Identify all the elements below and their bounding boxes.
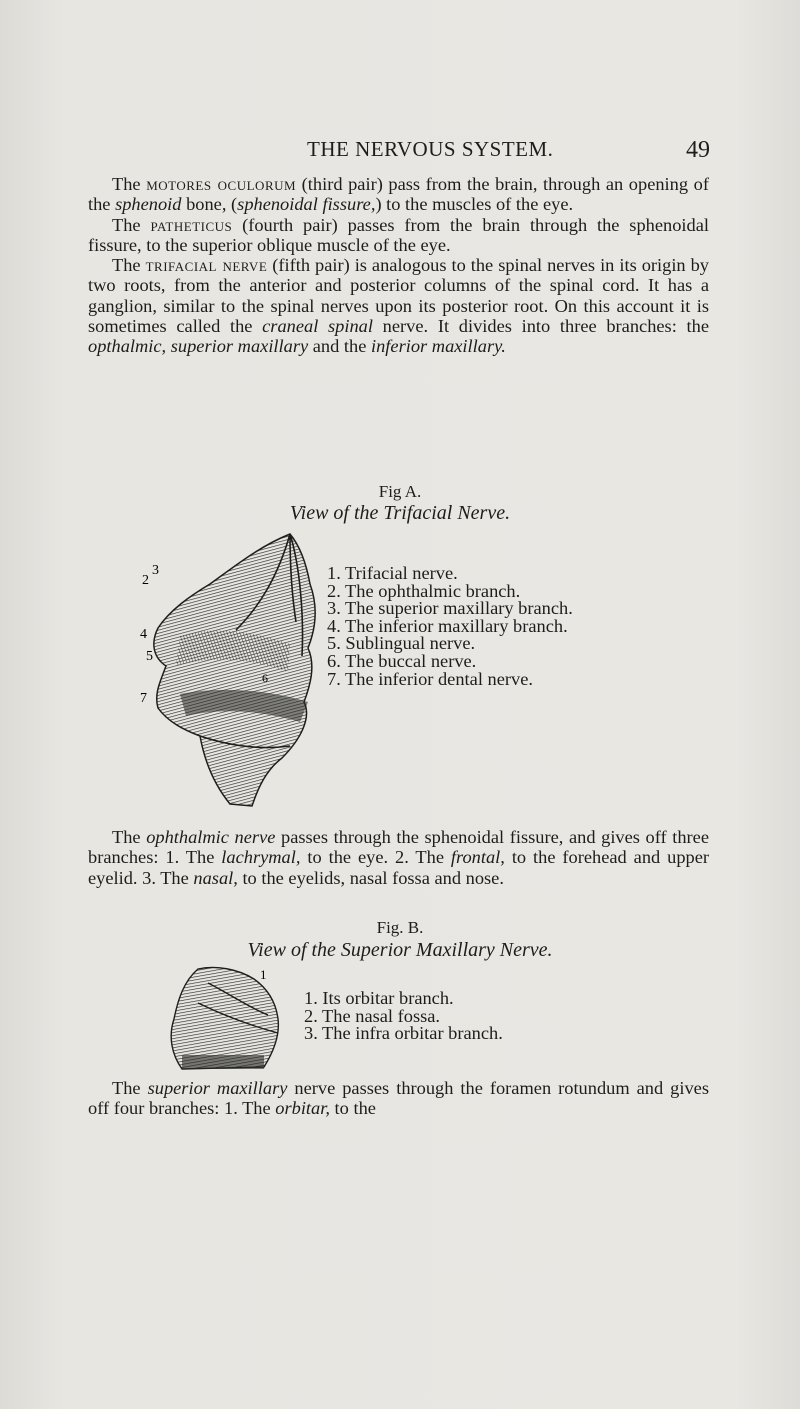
running-title: THE NERVOUS SYSTEM. — [307, 137, 554, 161]
callout-1: 1 — [260, 967, 267, 982]
text-run: The — [112, 827, 147, 847]
text-run: nerve passes through the foramen rotundum and gives off four branches: 1. The — [88, 1078, 709, 1119]
text-run: to the eye. 2. The — [300, 847, 451, 868]
callout-2: 2 — [142, 573, 149, 588]
legend-item: 1. Its orbitar branch. — [304, 988, 454, 1008]
text-run: bone, ( — [181, 194, 238, 215]
legend-item: 5. Sublingual nerve. — [327, 633, 476, 654]
paragraphs-middle — [88, 827, 709, 888]
paragraphs-bottom — [88, 1078, 709, 1119]
text-run: (fifth pair) is analogous to the spinal nerves in its origin by two roots, from the anterior and posterior columns of the spinal cord. It has a ganglion, similar to the spinal nerves upon its posterior root. On this account it is sometimes called the — [88, 255, 709, 337]
callout-3: 3 — [152, 563, 159, 578]
legend-item: 4. The inferior maxillary branch. — [327, 615, 568, 636]
text-run: The — [112, 214, 151, 235]
figure-a-legend — [327, 565, 573, 688]
term-orbitar: orbitar, — [275, 1098, 330, 1119]
legend-item: 2. The nasal fossa. — [304, 1005, 441, 1026]
text-run: ) to the muscles of the eye. — [375, 194, 574, 215]
paragraph-trifacial — [88, 255, 709, 356]
legend-item: 3. The infra orbitar branch. — [304, 1023, 503, 1044]
figure-b-label: Fig. B. — [376, 918, 424, 937]
paragraph-motores-oculorum — [88, 174, 709, 215]
text-run: (third pair) pass from the brain, through an opening of the — [88, 174, 709, 215]
term-ophthalmic-nerve: ophthalmic nerve — [146, 827, 276, 847]
callout-7: 7 — [140, 691, 147, 706]
term-sphenoidal-fissure: sphenoidal fissure, — [237, 194, 376, 215]
callout-5: 5 — [146, 649, 153, 664]
maxilla-shape — [171, 967, 278, 1069]
term-motores-oculorum: motores oculorum — [146, 174, 297, 194]
term-inferior-maxillary: inferior maxillary. — [371, 336, 506, 357]
figure-a-title: View of the Trifacial Nerve. — [289, 502, 511, 524]
page-header — [0, 137, 800, 167]
legend-item: 3. The superior maxillary branch. — [327, 598, 573, 619]
teeth-row — [182, 1055, 264, 1069]
text-run: (fourth pair) passes from the brain through the sphenoidal fissure, to the superior oblique muscle of the eye. — [88, 214, 709, 255]
text-run: to the forehead and upper eyelid. 3. The — [88, 847, 710, 888]
trifacial-nerve-engraving — [140, 526, 320, 811]
term-nasal: nasal, — [193, 867, 238, 888]
legend-item: 6. The buccal nerve. — [327, 650, 477, 671]
term-frontal: frontal, — [450, 847, 505, 868]
text-run: and the — [308, 336, 371, 357]
paragraphs-top — [88, 174, 709, 357]
legend-item: 7. The inferior dental nerve. — [327, 668, 533, 689]
term-craneal-spinal: craneal spinal — [262, 316, 373, 337]
superior-maxillary-engraving — [168, 963, 298, 1073]
term-superior-maxillary: superior maxillary — [147, 1078, 288, 1098]
paragraph-superior-maxillary — [88, 1078, 709, 1119]
paragraph-patheticus — [88, 215, 709, 256]
term-sphenoid: sphenoid — [115, 194, 182, 215]
term-trifacial-nerve: trifacial nerve — [145, 255, 268, 276]
legend-item: 1. Trifacial nerve. — [327, 563, 458, 583]
callout-6: 6 — [262, 671, 268, 685]
text-run: The — [112, 255, 146, 276]
text-run: The — [112, 174, 147, 194]
figure-a-label: Fig A. — [378, 482, 422, 501]
text-run: to the — [329, 1098, 376, 1119]
term-opthalmic-superior-maxillary: opthalmic, superior maxillary — [88, 336, 309, 357]
page-number: 49 — [686, 137, 710, 163]
figure-b-legend — [304, 990, 503, 1043]
legend-item: 2. The ophthalmic branch. — [327, 580, 521, 601]
text-run: nerve. It divides into three branches: the — [372, 316, 709, 337]
term-patheticus: patheticus — [150, 214, 233, 235]
text-run: The — [112, 1078, 148, 1098]
term-lachrymal: lachrymal, — [221, 847, 301, 868]
text-run: to the eyelids, nasal fossa and nose. — [237, 867, 504, 888]
text-run: passes through the sphenoidal fissure, and gives off three branches: 1. The — [88, 827, 710, 868]
callout-4: 4 — [140, 627, 147, 642]
figure-b-title: View of the Superior Maxillary Nerve. — [247, 939, 553, 961]
paragraph-ophthalmic — [88, 827, 709, 888]
